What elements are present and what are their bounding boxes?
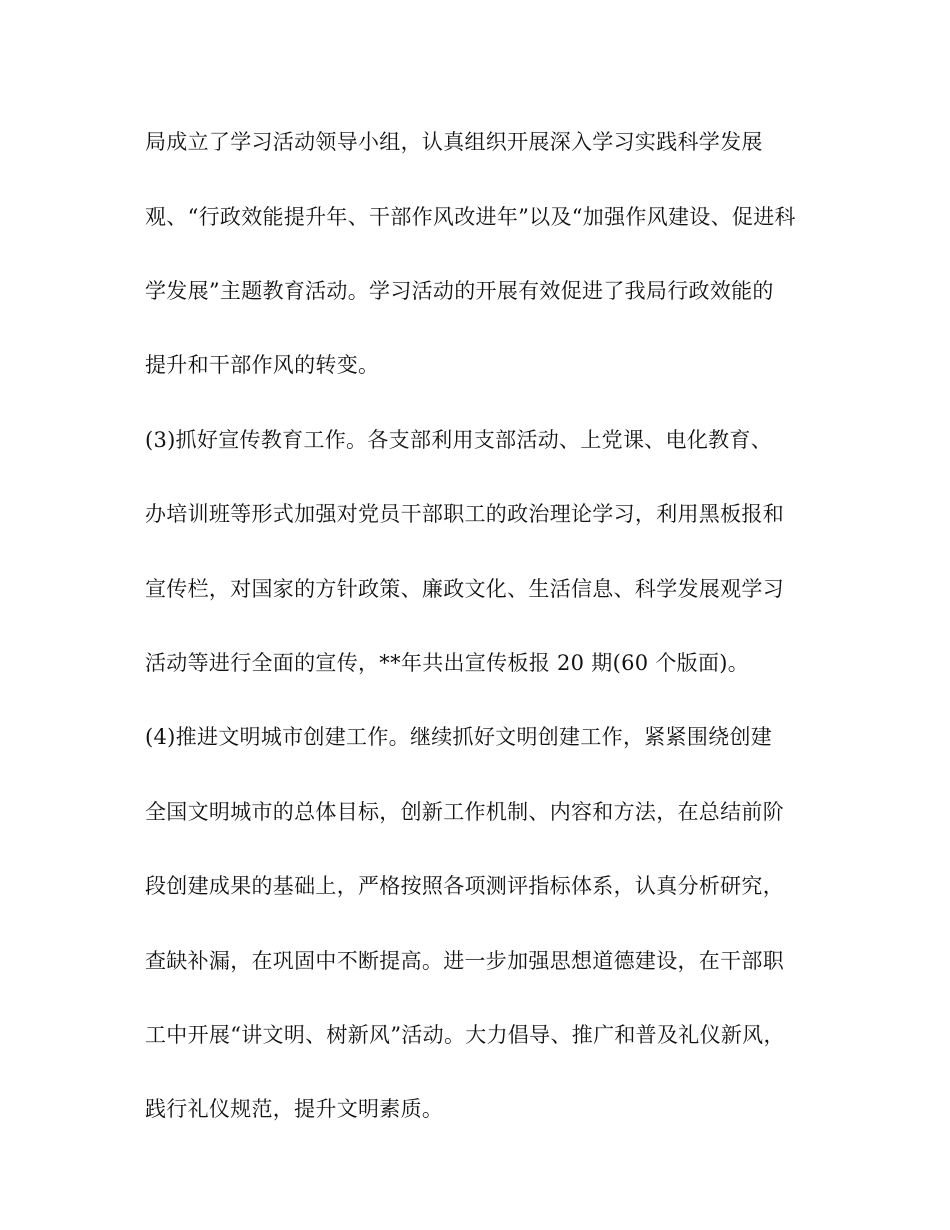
text-line: 工中开展“讲文明、树新风”活动。大力倡导、推广和普及礼仪新风， bbox=[145, 1023, 785, 1047]
text-line: 践行礼仪规范，提升文明素质。 bbox=[145, 1097, 444, 1121]
text-line: 观、“行政效能提升年、干部作风改进年”以及“加强作风建设、促进科 bbox=[145, 205, 796, 229]
text-line: 活动等进行全面的宣传，**年共出宣传板报 20 期(60 个版面)。 bbox=[145, 651, 750, 675]
text-line: 宣传栏，对国家的方针政策、廉政文化、生活信息、科学发展观学习 bbox=[145, 577, 784, 601]
text-line: 提升和干部作风的转变。 bbox=[145, 353, 380, 377]
text-line: 办培训班等形式加强对党员干部职工的政治理论学习，利用黑板报和 bbox=[145, 502, 784, 526]
text-line: (4)推进文明城市创建工作。继续抓好文明创建工作，紧紧围绕创建 bbox=[145, 725, 773, 749]
text-line: 段创建成果的基础上，严格按照各项测评指标体系，认真分析研究， bbox=[145, 874, 784, 898]
text-line: 学发展”主题教育活动。学习活动的开展有效促进了我局行政效能的 bbox=[145, 279, 774, 303]
text-line: (3)抓好宣传教育工作。各支部利用支部活动、上党课、电化教育、 bbox=[145, 428, 773, 452]
text-line: 局成立了学习活动领导小组，认真组织开展深入学习实践科学发展 bbox=[145, 130, 763, 154]
text-line: 全国文明城市的总体目标，创新工作机制、内容和方法，在总结前阶 bbox=[145, 800, 784, 824]
text-line: 查缺补漏，在巩固中不断提高。进一步加强思想道德建设，在干部职 bbox=[145, 949, 784, 973]
